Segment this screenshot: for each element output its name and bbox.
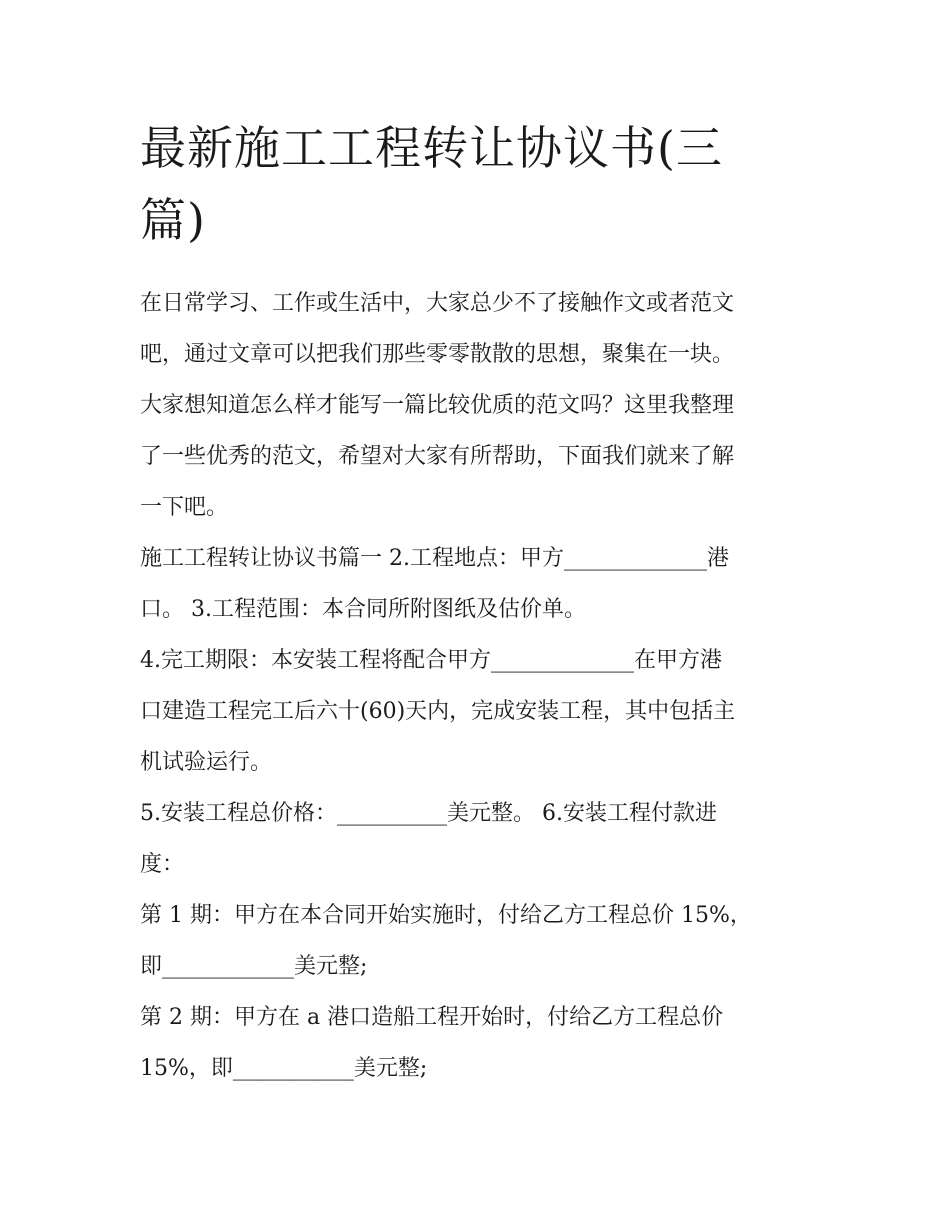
period1-line: 即____________美元整; bbox=[140, 954, 368, 979]
item4-line: 机试验运行。 bbox=[140, 750, 273, 775]
title-line-2: 篇) bbox=[140, 193, 206, 247]
intro-paragraph bbox=[140, 278, 820, 533]
intro-line: 吧，通过文章可以把我们那些零零散散的思想，聚集在一块。 bbox=[140, 342, 735, 367]
document-title bbox=[140, 112, 820, 256]
intro-line: 大家想知道怎么样才能写一篇比较优质的范文吗？这里我整理 bbox=[140, 393, 735, 418]
intro-line: 在日常学习、工作或生活中，大家总少不了接触作文或者范文 bbox=[140, 291, 735, 316]
item5-line: 5.安装工程总价格：__________美元整。 6.安装工程付款进 bbox=[140, 801, 717, 826]
item5-paragraph bbox=[140, 788, 820, 890]
item4-line: 口建造工程完工后六十(60)天内，完成安装工程，其中包括主 bbox=[140, 699, 736, 724]
payment-period-2-paragraph bbox=[140, 992, 820, 1094]
intro-line: 一下吧。 bbox=[140, 495, 229, 520]
document-page bbox=[140, 112, 820, 1094]
section1-paragraph bbox=[140, 533, 820, 635]
title-line-1: 最新施工工程转让协议书(三 bbox=[140, 121, 723, 175]
intro-line: 了一些优秀的范文，希望对大家有所帮助，下面我们就来了解 bbox=[140, 444, 735, 469]
item4-paragraph bbox=[140, 635, 820, 788]
item4-line: 4.完工期限：本安装工程将配合甲方_____________在甲方港 bbox=[140, 648, 722, 673]
section1-line: 口。 3.工程范围：本合同所附图纸及估价单。 bbox=[140, 597, 586, 622]
section1-line: 施工工程转让协议书篇一 2.工程地点：甲方_____________港 bbox=[140, 546, 729, 571]
payment-period-1-paragraph bbox=[140, 890, 820, 992]
period1-line: 第 1 期：甲方在本合同开始实施时，付给乙方工程总价 15%， bbox=[140, 903, 752, 928]
period2-line: 15%，即___________美元整; bbox=[140, 1056, 428, 1081]
period2-line: 第 2 期：甲方在 a 港口造船工程开始时，付给乙方工程总价 bbox=[140, 1005, 724, 1030]
item5-line: 度： bbox=[140, 852, 185, 877]
